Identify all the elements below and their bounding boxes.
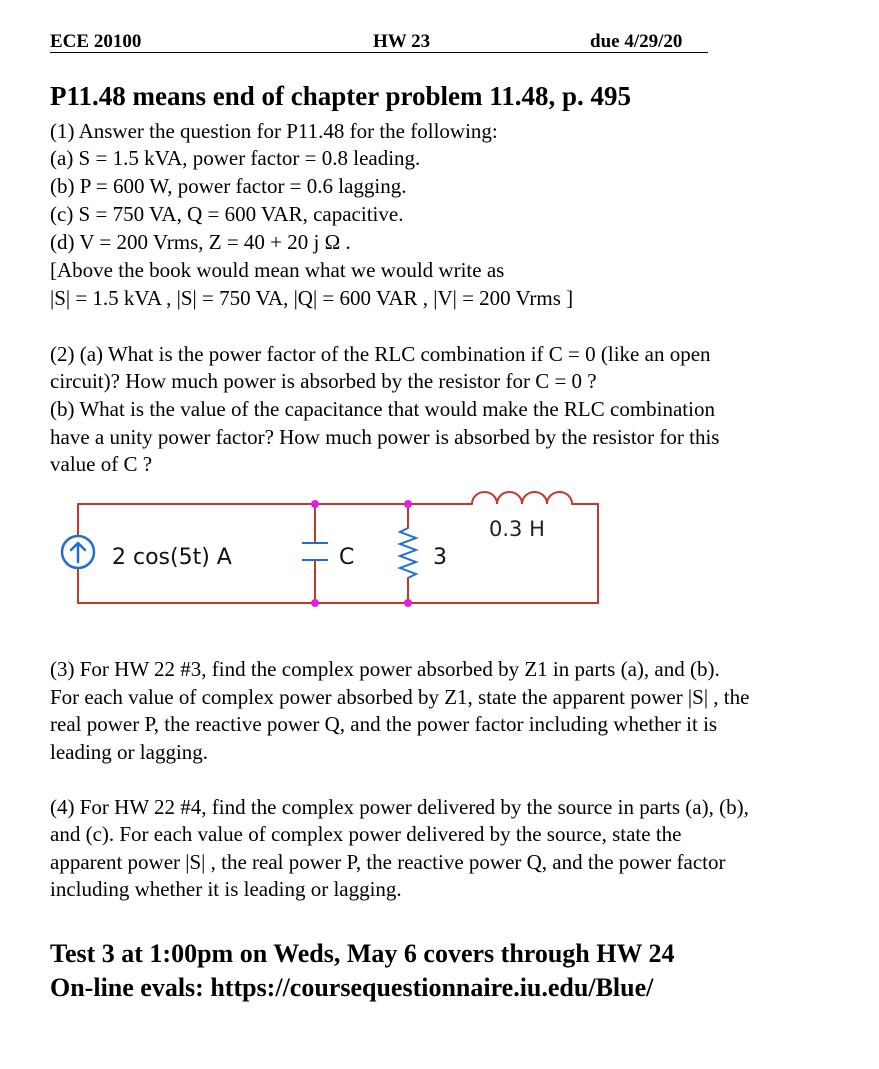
- problem1-line: (b) P = 600 W, power factor = 0.6 lagging.: [50, 174, 407, 198]
- problem1-line: [Above the book would mean what we would write as: [50, 258, 505, 282]
- problem1-line: (c) S = 750 VA, Q = 600 VAR, capacitive.: [50, 202, 404, 226]
- problem3-line: (3) For HW 22 #3, find the complex power absorbed by Z1 in parts (a), and (b).: [50, 657, 720, 681]
- current-source: [62, 536, 94, 568]
- circuit-node: [311, 599, 319, 607]
- problem3-line: For each value of complex power absorbed by Z1, state the apparent power |S| , the: [50, 685, 750, 709]
- homework-number: HW 23: [373, 31, 431, 52]
- header-rule: [50, 52, 708, 53]
- capacitor-label: C: [339, 545, 355, 570]
- problem4-line: (4) For HW 22 #4, find the complex power delivered by the source in parts (a), (b),: [50, 795, 749, 819]
- page-title: P11.48 means end of chapter problem 11.48, p. 495: [50, 81, 632, 111]
- problem2-line: have a unity power factor? How much power is absorbed by the resistor for this: [50, 425, 720, 449]
- circuit-node: [404, 599, 412, 607]
- source-label: 2 cos(5t) A: [112, 545, 232, 570]
- problem1-line: (d) V = 200 Vrms, Z = 40 + 20 j Ω .: [50, 230, 351, 254]
- problem3-line: leading or lagging.: [50, 740, 209, 764]
- test-notice: Test 3 at 1:00pm on Weds, May 6 covers through HW 24: [50, 939, 675, 968]
- problem1-line: |S| = 1.5 kVA , |S| = 750 VA, |Q| = 600 VAR , |V| = 200 Vrms ]: [50, 286, 574, 310]
- problem4-line: and (c). For each value of complex power delivered by the source, state the: [50, 822, 682, 846]
- problem3-line: real power P, the reactive power Q, and the power factor including whether it is: [50, 712, 718, 736]
- resistor-zigzag: [400, 528, 416, 578]
- problem1-line: (a) S = 1.5 kVA, power factor = 0.8 leading.: [50, 146, 421, 170]
- course-code: ECE 20100: [50, 31, 142, 52]
- problem4-line: including whether it is leading or lagging.: [50, 877, 402, 901]
- problem2-line: (b) What is the value of the capacitance that would make the RLC combination: [50, 397, 715, 421]
- circuit-node: [311, 500, 319, 508]
- due-date: due 4/29/20: [590, 31, 683, 52]
- inductor-coil: [472, 492, 572, 504]
- evals-link[interactable]: On-line evals: https://coursequestionnaire.iu.edu/Blue/: [50, 973, 654, 1002]
- resistor-label: 3: [433, 545, 447, 570]
- problem2-line: circuit)? How much power is absorbed by the resistor for C = 0 ?: [50, 369, 597, 393]
- problem2-line: value of C ?: [50, 452, 153, 476]
- problem1-line: (1) Answer the question for P11.48 for the following:: [50, 119, 498, 143]
- inductor-label: 0.3 H: [489, 517, 545, 541]
- problem2-line: (2) (a) What is the power factor of the RLC combination if C = 0 (like an open: [50, 342, 711, 366]
- circuit-node: [404, 500, 412, 508]
- rlc-circuit: [0, 480, 879, 620]
- problem4-line: apparent power |S| , the real power P, the reactive power Q, and the power factor: [50, 850, 726, 874]
